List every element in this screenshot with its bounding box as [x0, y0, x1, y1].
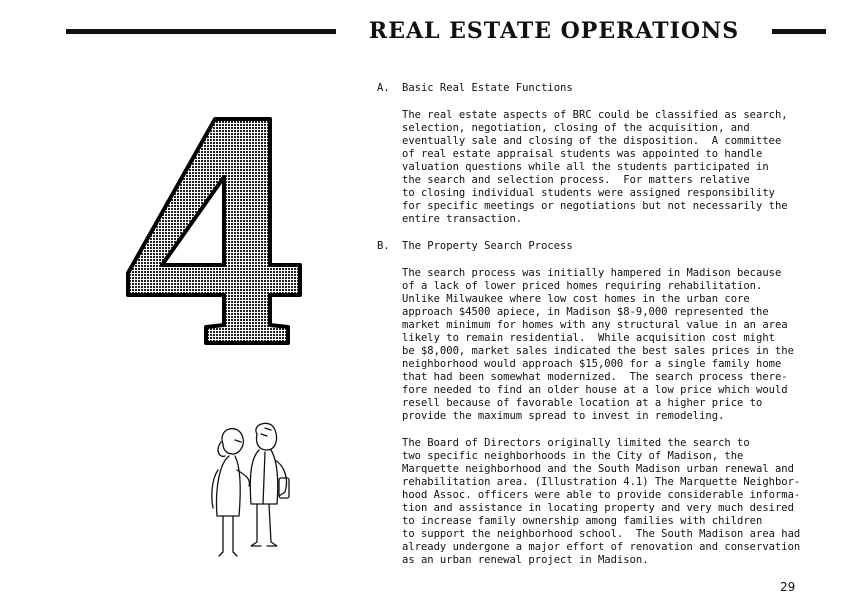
section-heading [377, 240, 817, 253]
paragraph: The Board of Directors originally limited the search to two specific neighborhoods in the City of Madison, the Marquette neighborhood and the South Madison urban renewal and rehabilitation area. (Illustration 4.1) The Marquette Neighbor- hood Assoc. officers were able to provide considerable informa- tion and assistance in locating property and very much desired to increase family ownership among families with children to support the neighborhood school. The South Madison area had already undergone a major effort of renovation and conservation as an urban renewal project in Madison. [402, 437, 801, 566]
section-heading [377, 82, 817, 95]
page-number: 29 [780, 580, 796, 594]
chapter-number-four-graphic [120, 115, 305, 350]
section-letter: B. [377, 240, 390, 252]
main-content [377, 82, 817, 581]
header-rule-left [66, 29, 336, 34]
couple-illustration [205, 420, 295, 570]
section-title: The Property Search Process [402, 240, 573, 252]
paragraph: The search process was initially hampered in Madison because of a lack of lower priced homes requiring rehabilitation. Unlike Milwaukee where low cost homes in the urban core approach $4500 apiece, in Madison $8-9,000 represented the market minimum for homes with any structural value in an area likely to remain residential. While acquisition cost might be $8,000, market sales indicated the best sales prices in the neighborhood would approach $15,000 for a single family home that had been somewhat modernized. The search process there- fore needed to find an older house at a low price which would resell because of favorable location at a higher price to provide the maximum spread to invest in remodeling. [402, 267, 794, 422]
page-header-title: REAL ESTATE OPERATIONS [368, 18, 740, 44]
header-rule-right [772, 29, 826, 34]
section-basic-real-estate-functions [377, 82, 817, 226]
paragraph: The real estate aspects of BRC could be classified as search, selection, negotiation, closing of the acquisition, and eventually sale and closing of the disposition. A committee of real estate appraisal students was appointed to handle valuation questions while all the students participated in the search and selection process. For matters relative to closing individual students were assigned responsibility for specific meetings or negotiations but not necessarily the entire transaction. [402, 109, 788, 225]
section-body [377, 109, 817, 226]
section-body [377, 267, 817, 567]
section-title: Basic Real Estate Functions [402, 82, 573, 94]
section-property-search-process [377, 240, 817, 567]
section-letter: A. [377, 82, 390, 94]
